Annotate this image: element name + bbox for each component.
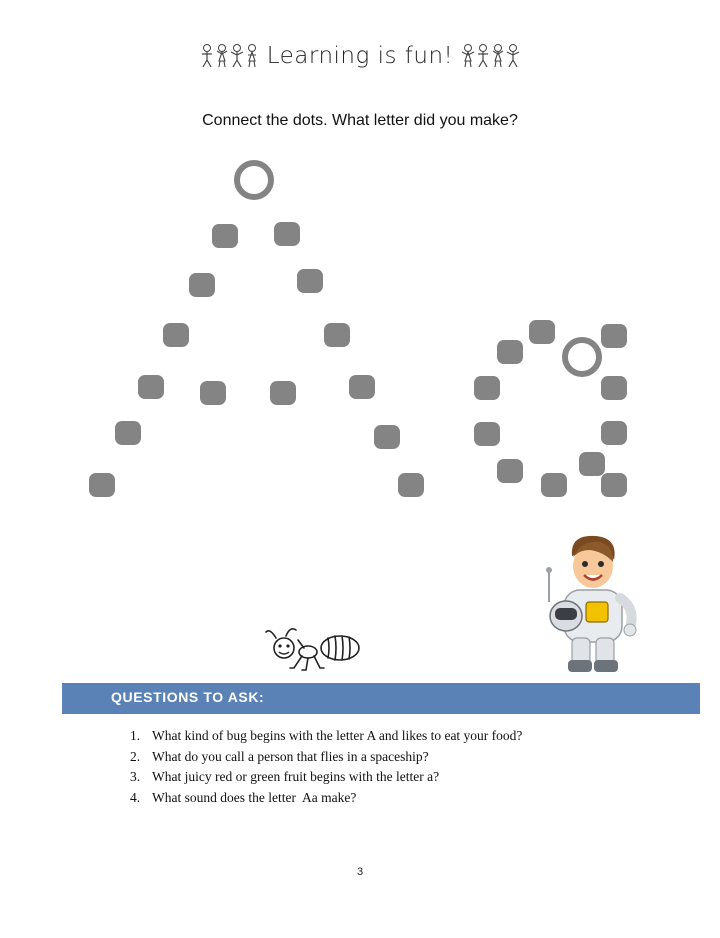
dot[interactable] bbox=[138, 375, 164, 399]
dot[interactable] bbox=[189, 273, 215, 297]
dot[interactable] bbox=[474, 422, 500, 446]
instructions-text: Connect the dots. What letter did you make? bbox=[202, 112, 518, 129]
dot[interactable] bbox=[274, 222, 300, 246]
dot[interactable] bbox=[163, 323, 189, 347]
dot[interactable] bbox=[497, 459, 523, 483]
list-item bbox=[130, 767, 522, 788]
start-ring-icon bbox=[234, 160, 274, 200]
banner-label: QUESTIONS TO ASK: bbox=[111, 689, 265, 705]
kid-figure-icon bbox=[476, 43, 490, 69]
question-text: What juicy red or green fruit begins with the letter a? bbox=[152, 769, 440, 784]
dot[interactable] bbox=[212, 224, 238, 248]
dot[interactable] bbox=[541, 473, 567, 497]
questions-list bbox=[130, 726, 522, 808]
dot[interactable] bbox=[529, 320, 555, 344]
question-number: 3. bbox=[130, 769, 141, 784]
question-text: What do you call a person that flies in a spaceship? bbox=[152, 748, 429, 764]
kid-figure-icon bbox=[200, 43, 214, 69]
dot[interactable] bbox=[601, 376, 627, 400]
dot[interactable] bbox=[497, 340, 523, 364]
dot[interactable] bbox=[349, 375, 375, 399]
page-title: Learning is fun! bbox=[266, 43, 454, 69]
questions-banner bbox=[62, 683, 700, 714]
start-ring-icon bbox=[562, 337, 602, 377]
list-item bbox=[130, 726, 522, 747]
dot[interactable] bbox=[115, 421, 141, 445]
dot[interactable] bbox=[270, 381, 296, 405]
astronaut-icon bbox=[540, 532, 640, 677]
dot[interactable] bbox=[200, 381, 226, 405]
kid-figure-icon bbox=[506, 43, 520, 69]
dot[interactable] bbox=[297, 269, 323, 293]
list-item bbox=[130, 747, 522, 768]
dot[interactable] bbox=[601, 421, 627, 445]
kid-figure-icon bbox=[245, 43, 259, 69]
dot[interactable] bbox=[89, 473, 115, 497]
dot[interactable] bbox=[324, 323, 350, 347]
kid-figure-icon bbox=[230, 43, 244, 69]
ant-icon bbox=[264, 624, 364, 674]
kid-figure-icon bbox=[491, 43, 505, 69]
question-text: What sound does the letter Aa make? bbox=[152, 789, 357, 805]
kids-figures-right bbox=[461, 43, 520, 69]
dot[interactable] bbox=[601, 324, 627, 348]
question-number: 1. bbox=[130, 728, 141, 743]
list-item bbox=[130, 788, 522, 809]
question-number: 2. bbox=[130, 748, 141, 764]
page-number: 3 bbox=[356, 866, 364, 878]
dot[interactable] bbox=[474, 376, 500, 400]
dot[interactable] bbox=[398, 473, 424, 497]
kid-figure-icon bbox=[215, 43, 229, 69]
dot[interactable] bbox=[579, 452, 605, 476]
question-number: 4. bbox=[130, 789, 141, 805]
kids-figures-left bbox=[200, 43, 259, 69]
kid-figure-icon bbox=[461, 43, 475, 69]
dot[interactable] bbox=[374, 425, 400, 449]
dot[interactable] bbox=[601, 473, 627, 497]
page-header bbox=[0, 38, 720, 74]
question-text: What kind of bug begins with the letter A and likes to eat your food? bbox=[152, 728, 523, 743]
